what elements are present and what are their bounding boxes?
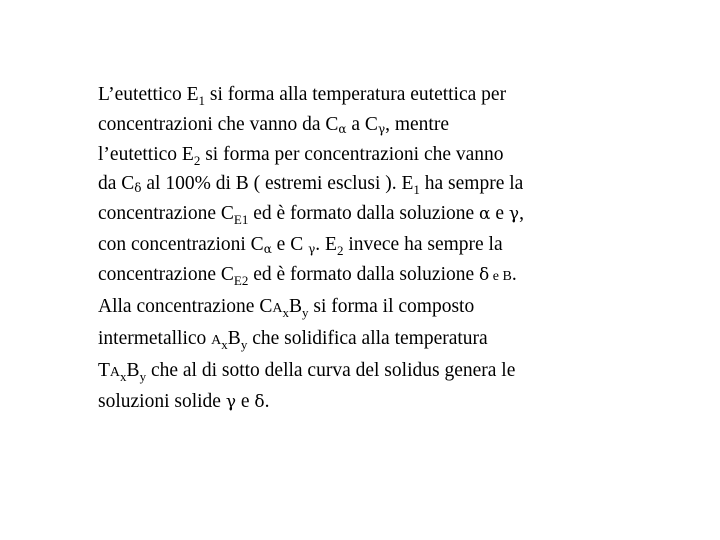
text-run: e B — [489, 268, 512, 284]
text-run: che al di sotto della curva del solidus genera le — [146, 359, 516, 381]
text-run: . — [511, 263, 517, 285]
subscript: 2 — [193, 152, 201, 168]
text-run: . E — [315, 233, 337, 255]
text-line — [98, 230, 658, 260]
text-run: ed è formato dalla soluzione — [248, 203, 480, 225]
text-run: si forma per concentrazioni che vanno — [200, 143, 504, 165]
text-run: e — [490, 203, 509, 225]
alpha-subscript: α — [338, 121, 347, 136]
text-run: concentrazione C — [98, 203, 234, 225]
text-run: intermetallico — [98, 327, 212, 349]
text-line — [98, 140, 658, 170]
text-run: concentrazione C — [98, 263, 234, 285]
text-run: con concentrazioni C — [98, 233, 264, 255]
text-run: che solidifica alla temperatura — [247, 327, 488, 349]
delta-symbol: δ — [254, 392, 265, 413]
subscript: x — [282, 305, 289, 320]
text-line — [98, 292, 658, 324]
paragraph-intermetallic — [98, 292, 658, 418]
text-run: A — [109, 364, 121, 380]
text-run: Alla concentrazione C — [98, 296, 273, 317]
text-line — [98, 356, 658, 388]
gamma-symbol: γ — [225, 392, 236, 413]
text-run: B — [227, 327, 241, 349]
text-run: l’eutettico E — [98, 143, 194, 165]
text-run: A — [272, 301, 283, 316]
text-run: . — [264, 391, 270, 413]
text-run: , mentre — [385, 113, 449, 135]
text-run: L’eutettico E — [98, 84, 199, 105]
text-run: al 100% di B ( estremi esclusi ). E — [141, 173, 414, 195]
subscript: y — [139, 368, 147, 384]
alpha-subscript: α — [263, 241, 272, 256]
alpha-symbol: α — [479, 204, 491, 225]
text-run: e — [236, 391, 255, 413]
text-run: T — [98, 359, 110, 381]
subscript: E2 — [233, 272, 249, 288]
text-run: si forma alla temperatura eutettica per — [205, 84, 507, 105]
gamma-subscript: γ — [308, 241, 316, 256]
delta-symbol: δ — [479, 264, 490, 285]
text-run: si forma il composto — [308, 296, 475, 317]
gamma-subscript: γ — [377, 121, 386, 136]
text-line — [98, 199, 658, 230]
delta-subscript: δ — [134, 181, 142, 196]
subscript: 2 — [336, 242, 344, 258]
text-line — [98, 110, 658, 140]
paragraph-eutectics — [98, 80, 658, 292]
text-line — [98, 324, 658, 356]
text-run: invece ha sempre la — [343, 233, 503, 255]
subscript: y — [301, 305, 309, 320]
text-run: , — [519, 203, 524, 225]
text-run: B — [288, 296, 302, 317]
subscript: E1 — [233, 212, 249, 228]
text-run: a C — [346, 113, 378, 135]
subscript: 1 — [198, 93, 206, 108]
text-run: da C — [98, 173, 135, 195]
text-line — [98, 169, 658, 199]
subscript: x — [221, 336, 228, 352]
text-run: B — [126, 359, 140, 381]
text-run: concentrazioni che vanno da C — [98, 113, 339, 135]
text-line — [98, 80, 658, 110]
text-run: ed è formato dalla soluzione — [248, 263, 480, 285]
text-run: e C — [271, 233, 309, 255]
text-run: A — [211, 332, 222, 348]
subscript: y — [240, 336, 248, 352]
text-line — [98, 260, 658, 292]
gamma-symbol: γ — [508, 204, 520, 225]
text-run: ha sempre la — [419, 173, 524, 195]
text-run: soluzioni solide — [98, 391, 226, 413]
text-line — [98, 387, 658, 418]
subscript: 1 — [413, 182, 420, 198]
subscript: x — [120, 368, 127, 384]
